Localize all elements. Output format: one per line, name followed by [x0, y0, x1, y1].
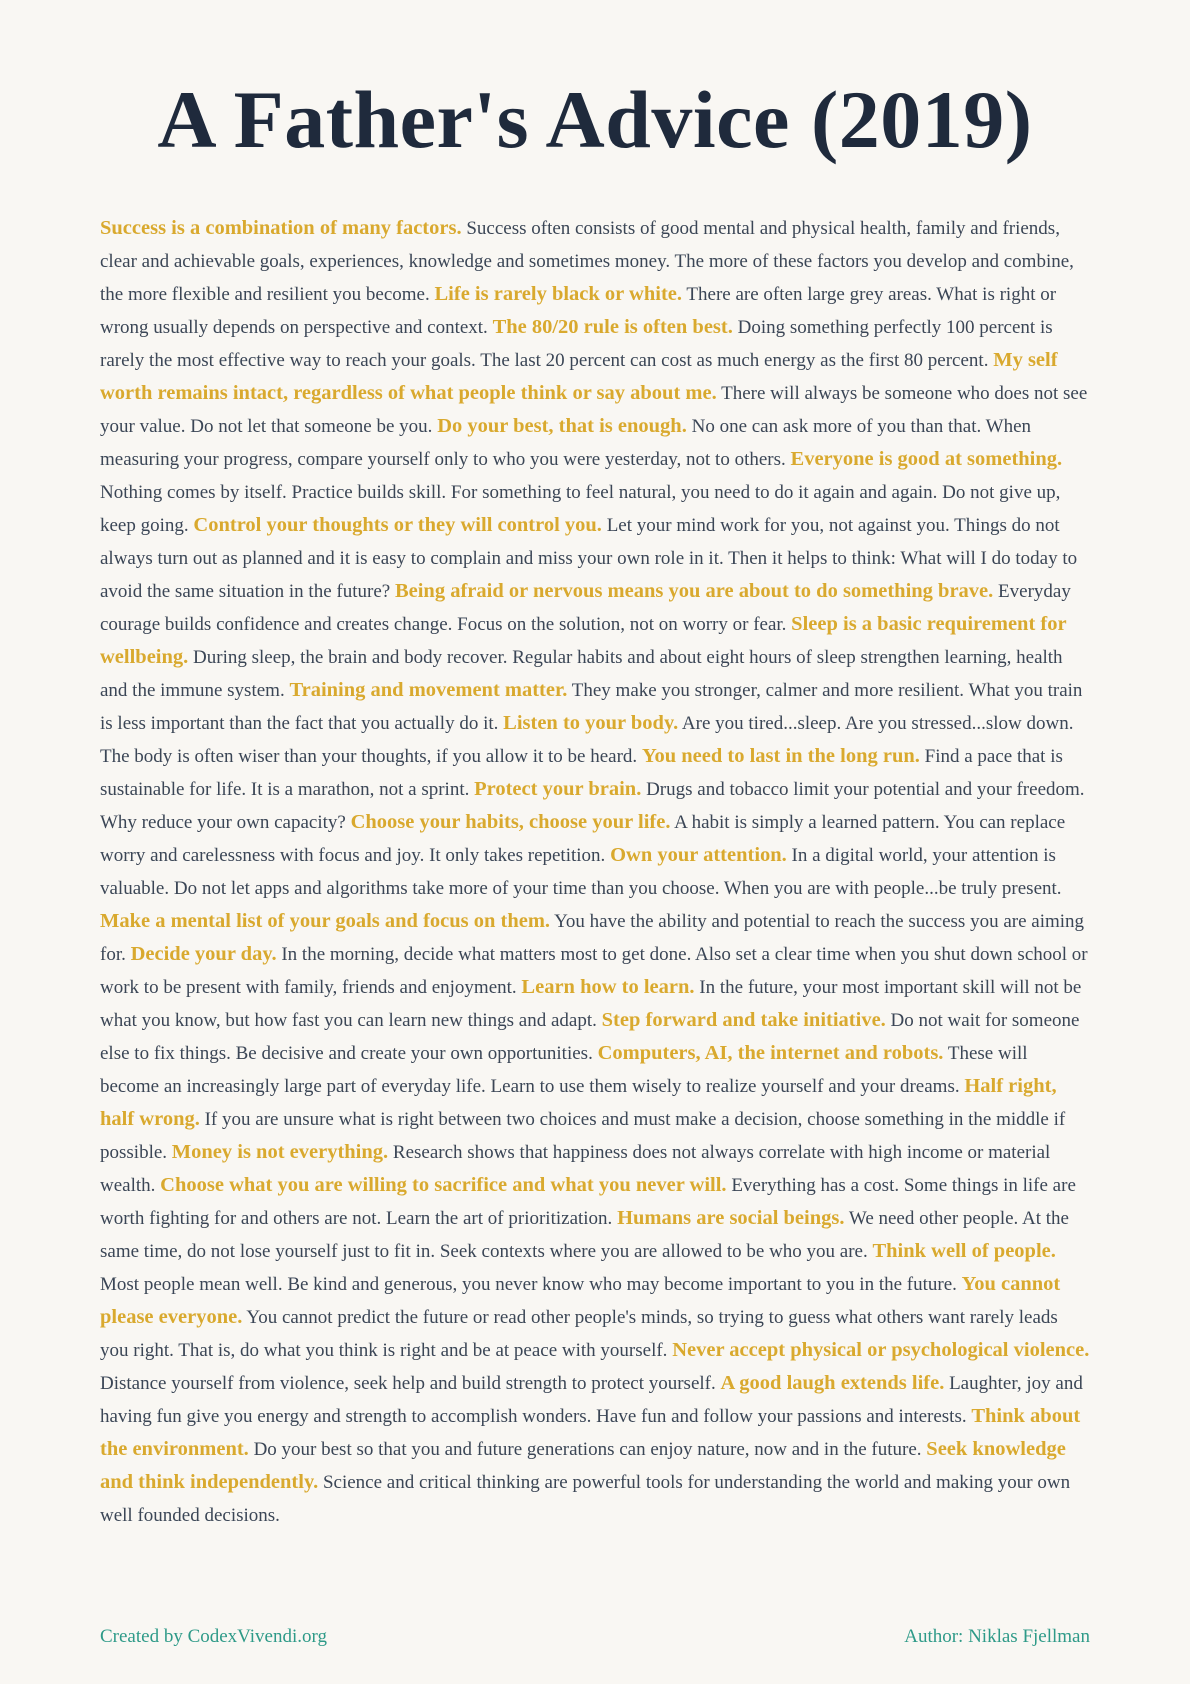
advice-heading: Do your best, that is enough. [437, 415, 687, 437]
advice-text: They make you stronger, calmer and more resilient. What you train is less important than the fact that you actually do it. [100, 680, 1083, 734]
advice-heading: Half right, half wrong. [100, 1075, 1057, 1130]
advice-text: Everything has a cost. Some things in life are worth fighting for and others are not. Learn the art of prioritization. [100, 1175, 1076, 1229]
advice-text: During sleep, the brain and body recover. Regular habits and about eight hours of sleep strengthen learning, health and the immune system. [100, 647, 1063, 701]
advice-heading: Everyone is good at something. [790, 448, 1063, 470]
advice-text: In a digital world, your attention is valuable. Do not let apps and algorithms take more of your time than you choose. When you are with people...be truly present. [100, 845, 1062, 899]
advice-text: Most people mean well. Be kind and generous, you never know who may become important to you in the future. [100, 1274, 957, 1295]
advice-text: Distance yourself from violence, seek help and build strength to protect yourself. [100, 1373, 716, 1394]
document-page [100, 0, 1090, 1532]
advice-heading: Step forward and take initiative. [601, 1009, 886, 1031]
advice-heading: Being afraid or nervous means you are about to do something brave. [394, 580, 994, 602]
advice-text: You cannot predict the future or read other people's minds, so trying to guess what others want rarely leads you right. That is, do what you think is right and be at peace with yourself. [100, 1307, 1058, 1361]
advice-heading: Think well of people. [872, 1240, 1056, 1262]
advice-heading: Choose your habits, choose your life. [350, 811, 671, 833]
advice-heading: Listen to your body. [503, 712, 679, 734]
advice-heading: My self worth remains intact, regardless of what people think or say about me. [100, 349, 1058, 404]
page-footer [100, 1626, 1090, 1648]
advice-text: In the morning, decide what matters most to get done. Also set a clear time when you shut down school or work to be present with family, friends and enjoyment. [100, 944, 1088, 998]
advice-heading: Control your thoughts or they will control you. [193, 514, 602, 536]
footer-author: Author: Niklas Fjellman [904, 1626, 1090, 1647]
advice-text: Science and critical thinking are powerful tools for understanding the world and making your own well founded decisions. [100, 1472, 1071, 1526]
advice-heading: Choose what you are willing to sacrifice and what you never will. [160, 1174, 727, 1196]
advice-text: Do not wait for someone else to fix things. Be decisive and create your own opportunities. [100, 1010, 1080, 1064]
advice-text: We need other people. At the same time, do not lose yourself just to fit in. Seek contexts where you are allowed to be who you are. [100, 1208, 1069, 1262]
advice-heading: The 80/20 rule is often best. [492, 316, 733, 338]
advice-text: Let your mind work for you, not against you. Things do not always turn out as planned and it is easy to complain and miss your own role in it. Then it helps to think: What will I do today to avoid the same situation in the future? [100, 515, 1078, 602]
advice-text: Are you tired...sleep. Are you stressed...slow down. The body is often wiser than your thoughts, if you allow it to be heard. [100, 713, 1074, 767]
advice-text: Drugs and tobacco limit your potential and your freedom. Why reduce your own capacity? [100, 779, 1085, 833]
advice-text: In the future, your most important skill will not be what you know, but how fast you can learn new things and adapt. [100, 977, 1082, 1031]
advice-heading: Humans are social beings. [617, 1207, 845, 1229]
advice-heading: Computers, AI, the internet and robots. [597, 1042, 944, 1064]
advice-text: Everyday courage builds confidence and creates change. Focus on the solution, not on worry or fear. [100, 581, 1071, 635]
advice-text: Research shows that happiness does not always correlate with high income or material wealth. [100, 1142, 1051, 1196]
advice-heading: Own your attention. [610, 844, 787, 866]
advice-text: There are often large grey areas. What is right or wrong usually depends on perspective and context. [100, 284, 1057, 338]
advice-text: Do your best so that you and future generations can enjoy nature, now and in the future. [253, 1439, 922, 1460]
advice-text: You have the ability and potential to reach the success you are aiming for. [100, 911, 1085, 965]
advice-heading: Never accept physical or psychological violence. [672, 1339, 1090, 1361]
advice-text: Nothing comes by itself. Practice builds skill. For something to feel natural, you need to do it again and again. Do not give up, keep going. [100, 482, 1061, 536]
advice-heading: Success is a combination of many factors. [100, 217, 462, 239]
advice-heading: Think about the environment. [100, 1405, 1081, 1460]
advice-heading: Training and movement matter. [289, 679, 568, 701]
footer-credit-link[interactable]: Created by CodexVivendi.org [100, 1626, 327, 1647]
advice-text: Doing something perfectly 100 percent is rarely the most effective way to reach your goals. The last 20 percent can cost as much energy as the first 80 percent. [100, 317, 1053, 371]
advice-paragraph [100, 212, 1090, 1532]
advice-text: Success often consists of good mental and physical health, family and friends, clear and achievable goals, experiences, knowledge and sometimes money. The more of these factors you develop and combine, the more flexible and resilient you become. [100, 218, 1074, 305]
advice-heading: Money is not everything. [171, 1141, 389, 1163]
advice-text: No one can ask more of you than that. When measuring your progress, compare yourself only to who you were yesterday, not to others. [100, 416, 1032, 470]
advice-text: There will always be someone who does not see your value. Do not let that someone be you. [100, 383, 1088, 437]
advice-text: These will become an increasingly large part of everyday life. Learn to use them wisely to realize yourself and your dreams. [100, 1043, 1028, 1097]
advice-heading: Protect your brain. [474, 778, 642, 800]
advice-text: Laughter, joy and having fun give you energy and strength to accomplish wonders. Have fun and follow your passions and interests. [100, 1373, 1083, 1427]
advice-text: If you are unsure what is right between two choices and must make a decision, choose something in the middle if possible. [100, 1109, 1066, 1163]
advice-heading: A good laugh extends life. [720, 1372, 945, 1394]
advice-heading: Decide your day. [130, 943, 277, 965]
advice-text: Find a pace that is sustainable for life. It is a marathon, not a sprint. [100, 746, 1063, 800]
advice-heading: Learn how to learn. [521, 976, 695, 998]
advice-heading: Life is rarely black or white. [434, 283, 682, 305]
advice-heading: You cannot please everyone. [100, 1273, 1061, 1328]
advice-heading: Make a mental list of your goals and focus on them. [100, 910, 551, 932]
advice-heading: Seek knowledge and think independently. [100, 1438, 1066, 1493]
advice-heading: You need to last in the long run. [641, 745, 920, 767]
page-title: A Father's Advice (2019) [157, 74, 1033, 165]
advice-text: A habit is simply a learned pattern. You can replace worry and carelessness with focus and joy. It only takes repetition. [100, 812, 1066, 866]
advice-heading: Sleep is a basic requirement for wellbeing. [100, 613, 1067, 668]
